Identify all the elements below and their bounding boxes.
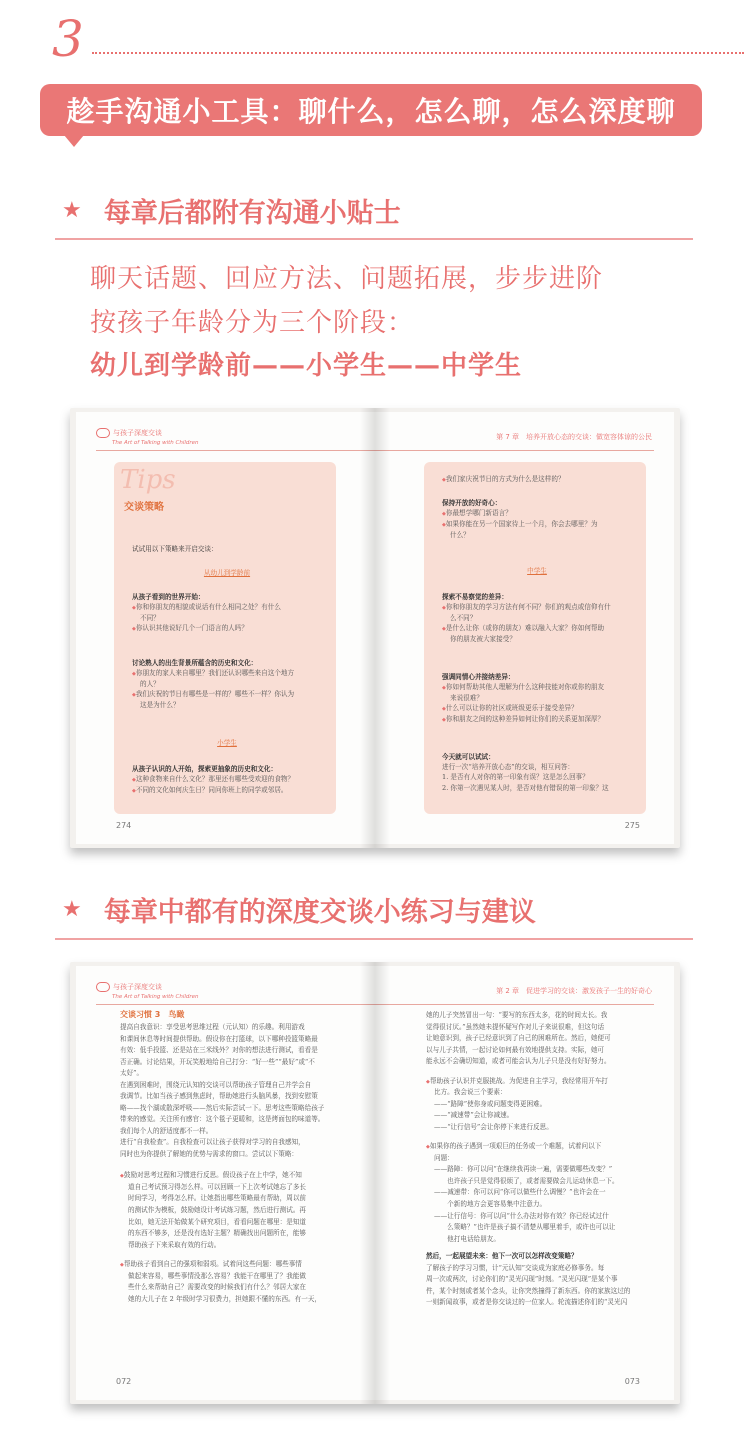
book2-header-rule-right <box>374 1004 654 1005</box>
book1-tips-box-left: Tips 交谈策略 试试用以下策略来开启交谈： 从幼儿到学龄前 从孩子看到的世界开始： ◆ 你和你朋友的相貌或说话有什么相同之处？有什么 不同？ ◆ 你认识其他说好几个一门语言的人吗？ 讨论熟人的出生背景所蕴含的历史和文化： ◆ 你朋友的家人来自哪里？我们还认识哪些来自这个地方 的人？ ◆ 我们庆祝的节日有哪些是一样的？哪些不一样？你认为 这是为什么？ 小学生 从孩子认识的人开始，探索更抽象的历史和文化： ◆ 这种食物来自什么文化？那里还有哪些受欢迎的食物？ ◆ 不同的文化如何庆生日？同问你班上的同学或邻居。 <box>114 462 336 814</box>
book2-left-text: 交谈习惯 3 鸟瞰 提高自我意识：享受思考思维过程（元认知）的乐趣。利用游戏 和课间休息等时间提供帮助。假设你在打篮球，以下哪种投篮策略最 有效：低手投篮、还是站在三米线外？对你的想法进行测试，看看是 否正确。讨论结果，开玩笑般地给自己打分：“好一些”“最好”或“不 太好”。 在遇到困难时，围绕元认知的交谈可以帮助孩子管理自己并学会自 我调节。比如当孩子感到焦虑时，帮助她进行头脑风暴，找到安慰策 略——找个湖或散深呼吸——然后实际尝试一下。思考这些策略给孩子 带来的感觉。关注所有感官：这个毯子更暖和，这是烤面包的味道等。 我们每个人的舒适度都不一样。 进行“自我检查”。自我检查可以让孩子获得对学习的自我感知， 同时也为你提供了解她的优势与需求的窗口。尝试以下策略： ◆ 鼓励对思考过程和习惯进行反思。假设孩子在上中学，她不知 道自己考试预习得怎么样。可以回顾一下上次考试她忘了多长 时间学习，考得怎么样。让她指出哪些策略最有帮助，周以前 的测试作为模板，鼓励她设计考试练习题，然后进行测试。再 比如，她无法开始做某个研究项目，看看问题在哪里：是知道 的东西不够多，还是没有选好主题？精确找出问题所在，能够 帮助孩子下来采取有效的行动。 ◆ 帮助孩子看到自己的强项和弱项。试着问这些问题：哪些事情 做起来容易，哪些事情没那么容易？我能干在哪里了？我能做 些什么来帮助自己？需要改变的时候我们有什么？邻居大家在 她的大儿子在 2 年级时学习很费力，担她跟不懂的东西。有一天， <box>120 1008 356 1305</box>
dotted-divider <box>92 52 744 54</box>
book2-right-page <box>374 966 674 1400</box>
star-icon: ★ <box>62 897 82 922</box>
feature-divider-1 <box>55 238 693 240</box>
page-number-left: 274 <box>116 821 132 830</box>
chat-bubble-icon <box>96 428 110 438</box>
feature-heading-1 <box>62 191 401 230</box>
book2-spine-shadow <box>360 962 390 1404</box>
banner-pointer <box>64 135 84 147</box>
book1-spine-shadow <box>360 408 390 848</box>
book1-header-rule-right <box>374 450 654 451</box>
feature-heading-2 <box>62 890 536 929</box>
book-spread-2 <box>70 962 680 1404</box>
stage-label-middle: 中学生 <box>527 567 547 575</box>
feature-heading-2-text: 每章中都有的深度交谈小练习与建议 <box>103 897 536 928</box>
book1-logo: 与孩子深度交谈 The Art of Talking with Children <box>96 428 199 447</box>
tips-watermark: Tips <box>120 465 176 495</box>
book1-left-page <box>76 412 376 844</box>
page-number-right: 275 <box>624 821 640 830</box>
stage-label-preschool: 从幼儿到学龄前 <box>203 569 251 577</box>
book1-header-rule-left <box>96 450 376 451</box>
feature1-line-1: 聊天话题、回应方法、问题拓展，步步进阶 <box>90 264 604 294</box>
feature-divider-2 <box>55 938 693 940</box>
page-number-left: 072 <box>116 1377 132 1386</box>
chat-bubble-icon <box>96 982 110 992</box>
feature1-line-2: 按孩子年龄分为三个阶段： <box>90 308 415 338</box>
book2-chapter-header: 第 2 章 促进学习的交谈：激发孩子一生的好奇心 <box>496 987 652 995</box>
book2-logo: 与孩子深度交谈 The Art of Talking with Children <box>96 982 199 1001</box>
book2-right-text: 她的儿子突然冒出一句：“要写的东西太多，花的时间太长。我 觉得很讨厌。”虽然她未提怀疑写作对儿子来说很难，但这句话 让她意识到，孩子已经意识到了自己的困难所在。然后，她便可 以与儿子共情，一起讨论如何最有效地提供支持。实际，她可 能永远不会确切知道，或者可能会认为儿子只是没有好好努力。 ◆ 帮助孩子认识并克服挑战。为促进自主学习，我经常用开车打 比方。我会说三个要素： ——“路障”使你身或问题变得更困难。 ——“减速带”会让你减速。 ——“让行信号”会让你停下来进行反思。 ◆ 如果你的孩子遇到一项艰巨的任务或一个难题，试着问以下 问题： ——路障：你可以问“在继续我再读一遍，需要做哪些改变？” 也许孩子只是觉得很烦了，或者需要做会儿运动休息一下。 ——减速带：你可以问“你可以做些什么调慢？”也许会在一 个新的地方会更容易集中注意力。 ——让行信号：你可以问“什么办法对你有效？你已经试过什 么策略？”也许是孩子搞不清楚从哪里着手，或许也可以让 他打电话给朋友。 然后，一起展望未来：他下一次可以怎样改变策略？ 了解孩子的学习习惯，计“元认知”交谈成为家庭必修事务。每 周一次或两次，讨论你们的“灵光闪现”时刻。“灵光闪现”是某个事 件，某个时刻或者某个念头，让你突然撞得了新东西。你的家族这过的 一则新闻故事，或者是你交谈过的一位家人。轮流描述你们的“灵光闪 <box>426 1010 656 1309</box>
book2-left-page <box>76 966 376 1400</box>
section-number: 3 <box>52 10 84 68</box>
book2-header-rule-left <box>96 1004 376 1005</box>
page-number-right: 073 <box>624 1377 640 1386</box>
habit-heading: 交谈习惯 3 鸟瞰 <box>120 1010 185 1019</box>
book1-chapter-header: 第 7 章 培养开放心态的交谈：做宽容体谅的公民 <box>496 433 652 441</box>
feature-heading-1-text: 每章后都附有沟通小贴士 <box>103 198 401 229</box>
feature1-emphasis: 幼儿到学龄前——小学生——中学生 <box>90 351 523 381</box>
book-spread-1 <box>70 408 680 848</box>
stage-label-primary: 小学生 <box>217 739 237 747</box>
tips-title: 交谈策略 <box>124 502 164 513</box>
star-icon: ★ <box>62 198 82 223</box>
book1-tips-box-right: ◆ 我们家庆祝节日的方式为什么是这样的？ 保持开放的好奇心： ◆ 你最想学哪门新语言？ ◆ 如果你能在另一个国家待上一个月，你会去哪里？为 什么？ 中学生 探索不易察觉的差异： ◆ 你和你朋友的学习方法有何不同？你们的观点或信仰有什 么不同？ ◆ 是什么让你（或你的朋友）难以融入大家？你如何帮助 你的朋友被大家接受？ 强调同情心并接纳差异： ◆ 你如何帮助其他人理解为什么这种技能对你或你的朋友 来说很难？ ◆ 什么可以让你的社区或班级更乐于接受差异？ ◆ 你和朋友之间的这种差异如何让你们的关系更加深厚？ 今天就可以试试： 进行一次“培养开放心态”的交谈，相互问答： 1. 是否有人对你的第一印象有误？这是怎么回事？ 2. 你第一次遇见某人时，是否对他有错误的第一印象？这 <box>424 462 646 814</box>
book1-right-page <box>374 412 674 844</box>
headline-banner: 趁手沟通小工具：聊什么，怎么聊，怎么深度聊 <box>40 84 702 136</box>
